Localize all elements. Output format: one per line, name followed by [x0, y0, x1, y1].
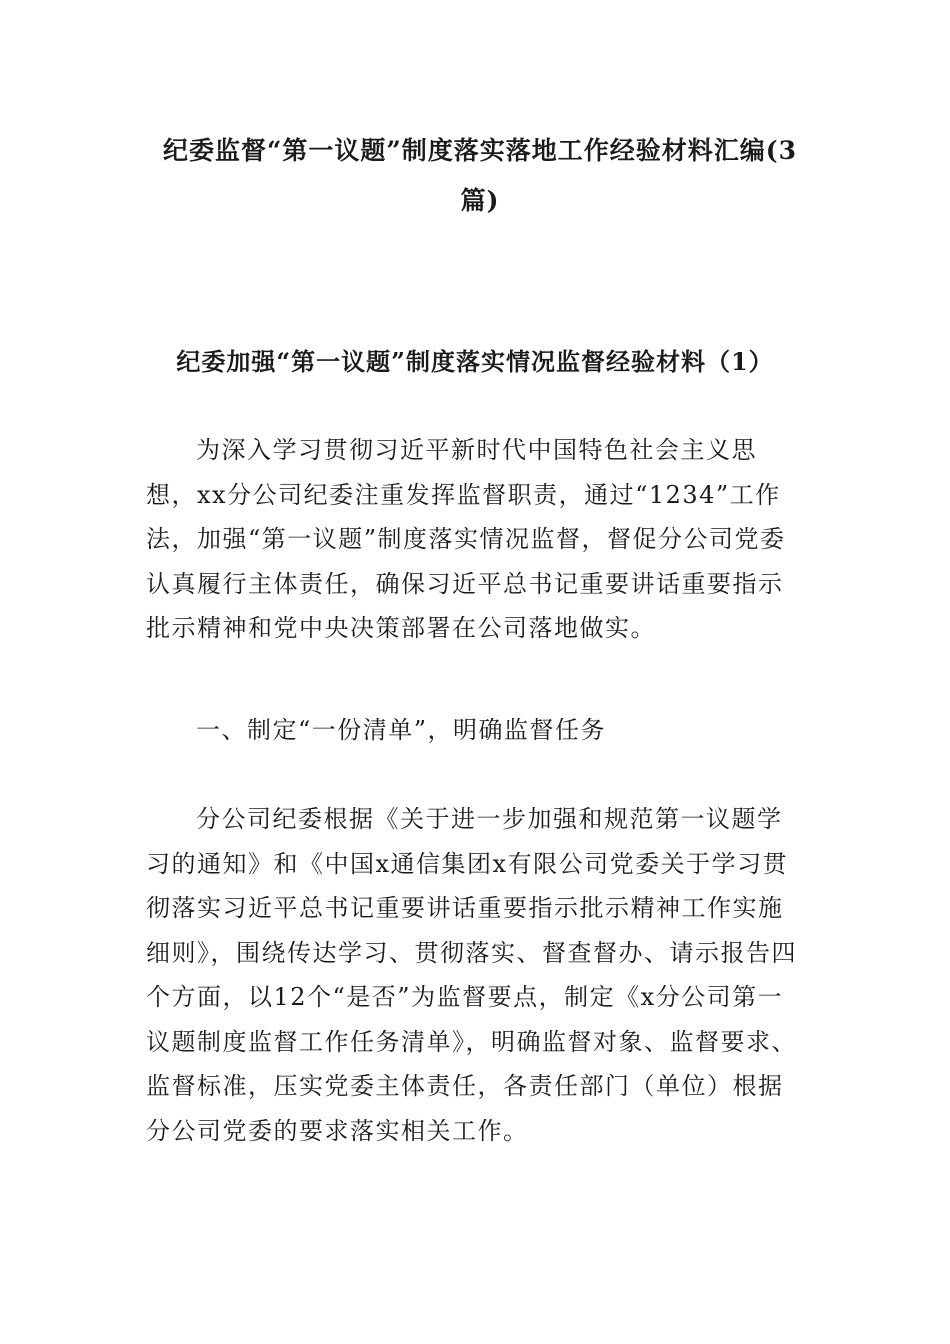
document-title: 纪委监督“第一议题”制度落实落地工作经验材料汇编(3篇): [163, 136, 797, 215]
section-title: 纪委加强“第一议题”制度落实情况监督经验材料（1）: [176, 347, 774, 376]
section-heading: 一、制定“一份清单”，明确监督任务: [196, 716, 607, 744]
body-paragraph: 分公司纪委根据《关于进一步加强和规范第一议题学习的通知》和《中国x通信集团x有限公司党委关于学习贯彻落实习近平总书记重要讲话重要指示批示精神工作实施细则》，围绕传达学习、贯彻落实、督查督办、请示报告四个方面，以12个“是否”为监督要点，制定《x分公司第一议题制度监督工作任务清单》，明确监督对象、监督要求、监督标准，压实党委主体责任，各责任部门（单位）根据分公司党委的要求落实相关工作。: [146, 805, 797, 1145]
intro-paragraph: 为深入学习贯彻习近平新时代中国特色社会主义思想，xx分公司纪委注重发挥监督职责，通过“1234”工作法，加强“第一议题”制度落实情况监督，督促分公司党委认真履行主体责任，确保习近平总书记重要讲话重要指示批示精神和党中央决策部署在公司落地做实。: [146, 436, 786, 642]
